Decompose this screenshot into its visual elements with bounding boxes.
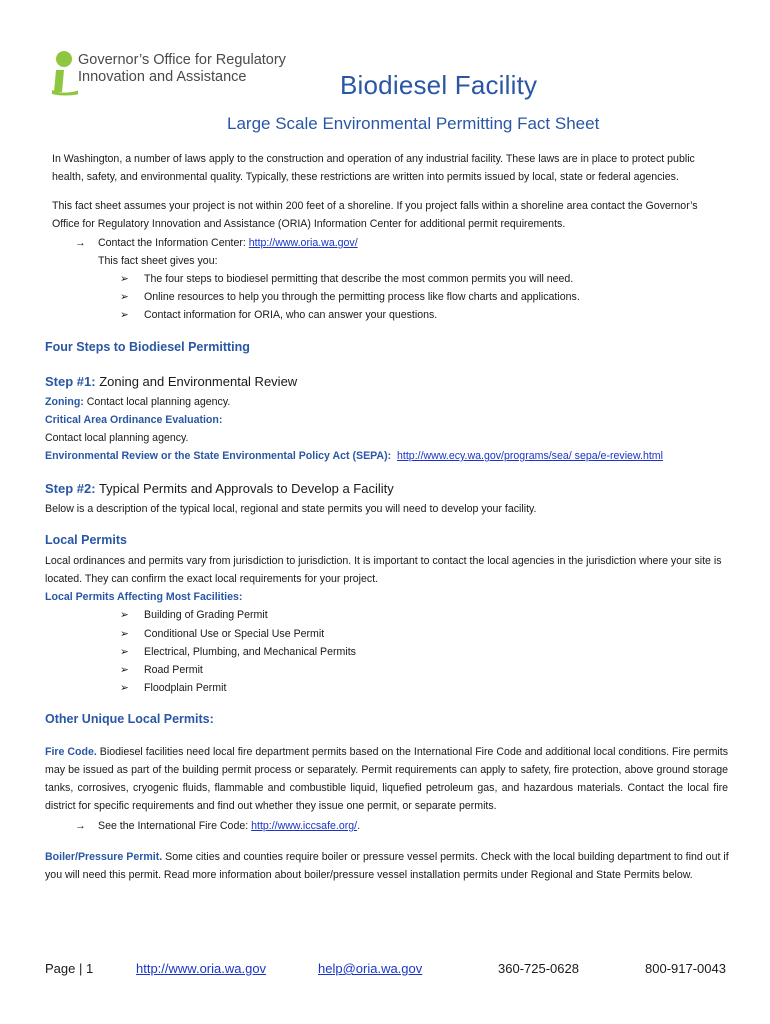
sepa-label: Environmental Review or the State Environmental Policy Act (SEPA): — [45, 450, 392, 462]
iccsafe-link[interactable]: http://www.iccsafe.org/ — [251, 820, 358, 832]
boiler-permit-label: Boiler/Pressure Permit. — [45, 851, 163, 863]
footer-website-link[interactable]: http://www.oria.wa.gov — [136, 961, 267, 976]
footer-email-link[interactable]: help@oria.wa.gov — [318, 961, 423, 976]
arrow-icon: → — [75, 237, 86, 249]
intro-paragraph-1: In Washington, a number of laws apply to the construction and operation of any industrial facility. These laws are in place to protect public health, safety, and environmental quality. Typically, these restrictions are written into permits issued by local, state or federal agencies. — [52, 153, 695, 183]
step-1-title: Zoning and Environmental Review — [95, 374, 298, 389]
sepa-line — [45, 447, 663, 465]
bullet-arrow-icon: ➢ — [120, 646, 129, 658]
bullet-arrow-icon: ➢ — [120, 682, 129, 694]
boiler-permit-text: Some cities and counties require boiler or pressure vessel permits. Check with the local building department to find out if you will need this permit. Read more information about boiler/pressure vessel installation permits under Regional and State Permits below. — [45, 851, 729, 881]
step-2-label: Step #2: — [45, 481, 96, 496]
fire-code-label: Fire Code. — [45, 746, 97, 758]
footer-phone-2: 800-917-0043 — [645, 961, 726, 976]
bullet-arrow-icon: ➢ — [120, 291, 129, 303]
zoning-line — [45, 393, 230, 411]
page-subtitle: Large Scale Environmental Permitting Fact Sheet — [227, 114, 600, 133]
step-1-label: Step #1: — [45, 374, 96, 389]
page-title: Biodiesel Facility — [340, 70, 538, 100]
oria-logo — [50, 50, 310, 96]
step-1-heading — [45, 374, 297, 389]
org-name-line2: Innovation and Assistance — [78, 69, 247, 85]
intro-paragraph-2: This fact sheet assumes your project is not within 200 feet of a shoreline. If you project falls within a shoreline area contact the Governor’s Office for Regulatory Innovation and Assistance (ORIA) Information Center for additional permit requirements. — [52, 200, 698, 230]
bullet-arrow-icon: ➢ — [120, 273, 129, 285]
local-permits-heading: Local Permits — [45, 533, 127, 547]
step-2-title: Typical Permits and Approvals to Develop a Facility — [95, 481, 394, 496]
logo-mark-icon — [50, 50, 78, 96]
page-number: Page | 1 — [45, 961, 94, 976]
zoning-text: Contact local planning agency. — [83, 396, 231, 408]
bullet-arrow-icon: ➢ — [120, 309, 129, 321]
oria-website-link[interactable]: http://www.oria.wa.gov/ — [248, 237, 358, 249]
sepa-link[interactable]: http://www.ecy.wa.gov/programs/sea/ sepa/e-review.html — [397, 450, 663, 462]
bullet-arrow-icon: ➢ — [120, 628, 129, 640]
bullet-arrow-icon: ➢ — [120, 664, 129, 676]
fire-code-see-label: See the International Fire Code: — [98, 820, 252, 832]
critical-area-text: Contact local planning agency. — [45, 432, 189, 444]
step-2-heading — [45, 481, 394, 496]
four-steps-heading: Four Steps to Biodiesel Permitting — [45, 340, 250, 354]
fire-code-see-line — [75, 817, 360, 835]
critical-area-label: Critical Area Ordinance Evaluation: — [45, 414, 223, 426]
local-permits-description: Local ordinances and permits vary from jurisdiction to jurisdiction. It is important to contact the local agencies in the jurisdiction where your site is located. They can confirm the exact local requirements for your project. — [45, 555, 722, 585]
arrow-icon: → — [75, 820, 86, 832]
local-permits-list-heading: Local Permits Affecting Most Facilities: — [45, 591, 243, 603]
step-2-description: Below is a description of the typical local, regional and state permits you will need to develop your facility. — [45, 503, 537, 515]
fire-code-see-end: . — [357, 820, 361, 832]
zoning-label: Zoning: — [45, 396, 84, 408]
gives-you-label: This fact sheet gives you: — [98, 255, 218, 267]
fire-code-paragraph — [45, 743, 728, 815]
bullet-arrow-icon: ➢ — [120, 609, 129, 621]
org-name-line1: Governor’s Office for Regulatory — [78, 52, 286, 68]
contact-line — [75, 234, 358, 252]
contact-label: Contact the Information Center: — [98, 237, 249, 249]
fire-code-text: Biodiesel facilities need local fire department permits based on the International Fire Code and additional local conditions. Fire permits may be issued as part of the building permit process or separately. Permit requirements can apply to safety, fire protection, above ground storage tanks, corrosives, cryogenic fluids, flammable and combustible liquid, liquefied petroleum gas, and hazardous materials. Contact the local fire district for specific requirements and find out whether they issue one permit, or separate permits. — [45, 746, 728, 812]
boiler-permit-paragraph — [45, 848, 735, 884]
footer-phone-1: 360-725-0628 — [498, 961, 579, 976]
other-permits-heading: Other Unique Local Permits: — [45, 712, 214, 726]
